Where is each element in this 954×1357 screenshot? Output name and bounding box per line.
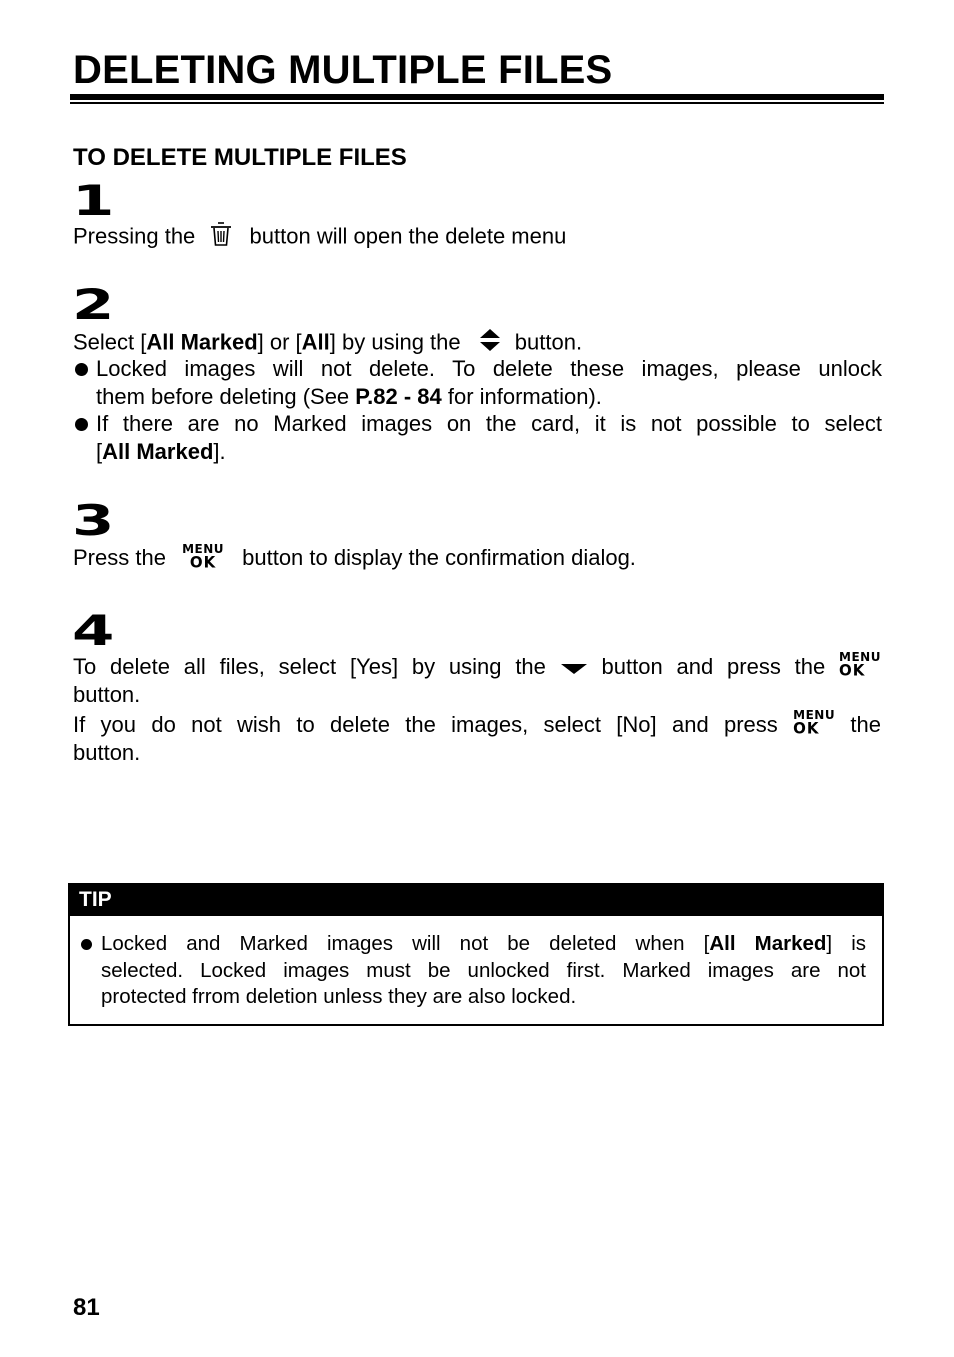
bullet-dot <box>75 363 88 376</box>
step-1-text-b: button will open the delete menu <box>249 223 567 249</box>
step-1-number: 1 <box>72 176 115 225</box>
tip-text: Locked and Marked images will not be deleted when [All Marked] is selected. Locked images must be unlocked first. Marked images are not protected frrom deletion unless they are also locked. <box>80 931 866 1011</box>
step-3-number: 3 <box>72 496 115 545</box>
title-rule-thick <box>70 94 884 100</box>
tip-label: TIP <box>79 888 112 911</box>
step-4-number: 4 <box>72 606 115 655</box>
page-number: 81 <box>73 1294 100 1321</box>
step-4-line-4: button. <box>73 740 141 765</box>
bullet-dot <box>75 418 88 431</box>
step-2-number: 2 <box>72 280 115 329</box>
menu-ok-icon: MENU OK <box>182 541 224 572</box>
tip-header-bar <box>68 883 884 916</box>
step-4-line-3: If you do not wish to delete the images, select [No] and press MENU OK the <box>73 707 881 738</box>
step-2-bullet-2: If there are no Marked images on the card, it is not possible to select [All Marked]. <box>74 410 882 465</box>
down-arrow-icon <box>560 654 588 682</box>
step-1-text <box>73 221 566 254</box>
step-4-line-2: button. <box>73 682 141 707</box>
bullet-dot <box>81 939 92 950</box>
menu-ok-icon: MENU OK <box>839 649 881 680</box>
trash-icon <box>209 221 233 254</box>
step-2-text: Select [All Marked] or [All] by using the button. <box>73 327 582 360</box>
page-title: DELETING MULTIPLE FILES <box>73 48 613 92</box>
section-heading: TO DELETE MULTIPLE FILES <box>73 144 407 171</box>
menu-ok-icon: MENU OK <box>793 707 836 738</box>
step-2-bullet-1: Locked images will not delete. To delete these images, please unlock them before deleting (See P.82 - 84 for information). <box>74 355 882 410</box>
step-4-line-1: To delete all files, select [Yes] by using the button and press the MENU OK <box>73 653 881 682</box>
page-reference: P.82 - 84 <box>355 383 442 409</box>
step-3-text: Press the MENU OK button to display the confirmation dialog. <box>73 541 636 572</box>
step-1-text-a: Pressing the <box>73 223 196 249</box>
title-rule-thin <box>70 102 884 104</box>
